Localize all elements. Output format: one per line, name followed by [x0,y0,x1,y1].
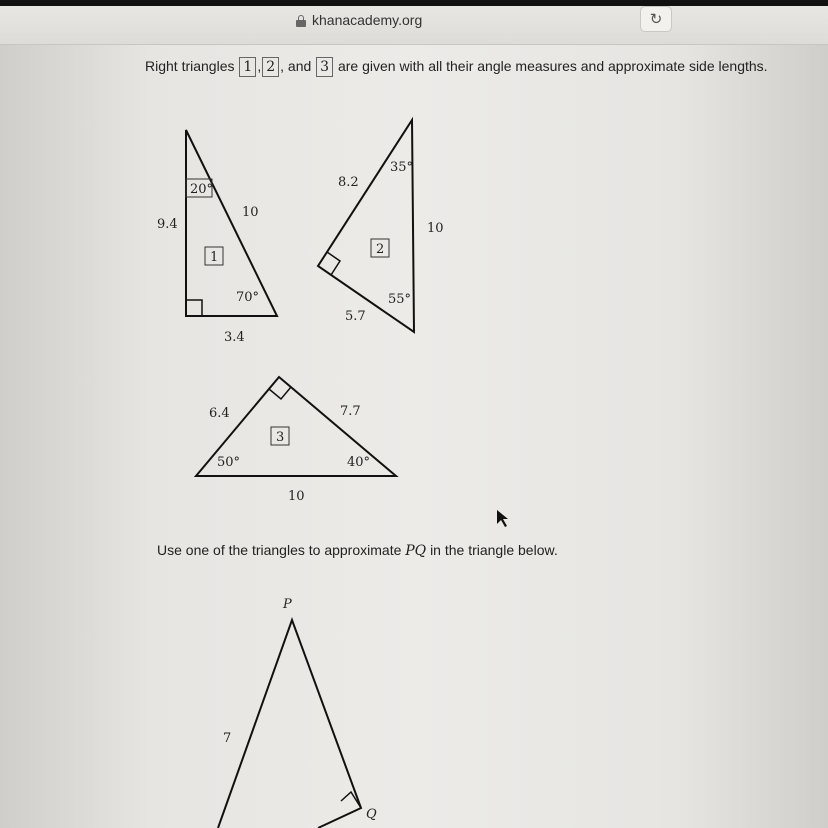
prompt-text: Right triangles [145,58,235,74]
triangle-number-box-1: 1 [239,57,256,77]
instruction-math: PQ [405,543,427,559]
t2-angle-top: 35° [390,160,414,175]
t3-side-right: 7.7 [340,404,361,419]
instruction-suffix: in the triangle below. [430,542,558,558]
tpq-side-left: 7 [223,731,232,746]
url-text: khanacademy.org [312,12,423,28]
t2-label: 2 [376,242,385,257]
instruction-text [157,542,558,559]
t3-angle-left: 50° [217,455,241,470]
t3-label: 3 [276,430,285,445]
reload-icon: ↻ [649,11,663,28]
triangle-number-box-3: 3 [316,57,333,77]
triangle-3 [196,377,396,504]
t1-angle-top: 20° [190,182,214,197]
t3-angle-right: 40° [347,455,371,470]
t2-side-lower: 5.7 [345,309,366,324]
t2-angle-bottom: 55° [388,292,412,307]
right-angle-mark [269,387,291,399]
t1-side-left: 9.4 [157,217,178,232]
t3-side-left: 6.4 [209,406,230,421]
right-angle-mark [186,300,202,316]
and-text: , and [280,58,312,74]
t2-side-upper: 8.2 [338,175,359,190]
comma-text: , [257,58,262,74]
mouse-cursor-icon [497,510,508,527]
triangle-1 [157,130,277,345]
t1-side-hyp: 10 [242,205,259,220]
vertex-q: Q [366,807,377,822]
t1-side-bottom: 3.4 [224,330,245,345]
triangle-pq [218,597,377,828]
instruction-prefix: Use one of the triangles to approximate [157,542,402,558]
prompt-suffix: are given with all their angle measures and approximate side lengths. [337,58,768,74]
t2-side-right: 10 [427,221,444,236]
t3-side-bottom: 10 [288,489,305,504]
triangle-number-box-2: 2 [262,57,279,77]
triangle-2 [318,120,444,332]
vertex-p: P [283,597,292,612]
t1-angle-bottom: 70° [236,290,260,305]
right-angle-mark [327,252,340,275]
t1-label: 1 [210,250,219,265]
